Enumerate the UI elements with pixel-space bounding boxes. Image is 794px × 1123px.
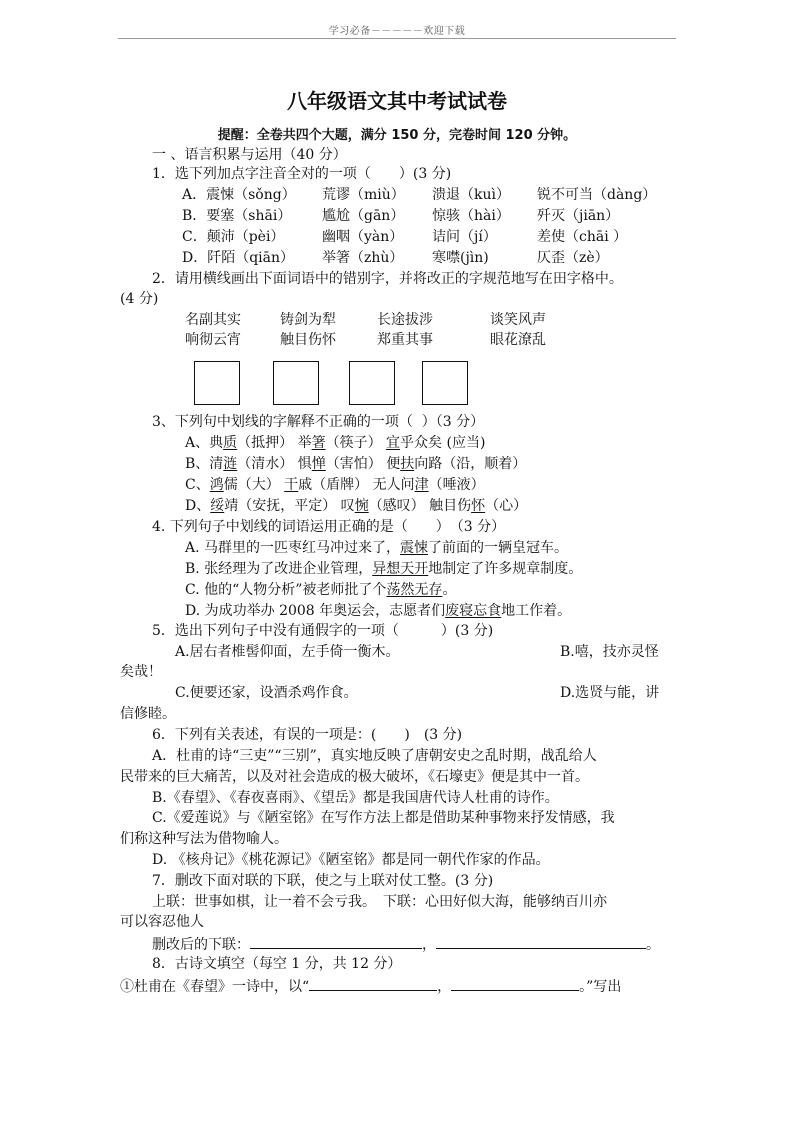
q5-option-b: B.嘻，技亦灵怪 [560,644,659,660]
answer-grid-box-3[interactable] [349,361,395,405]
q7-couplet-cont: 可以容忍他人 [120,914,204,930]
q3-stem: 3、下列句中划线的字解释不正确的一项（ ）（3 分） [152,414,485,430]
q6-option-d: D. 《核舟记》《桃花源记》《陋室铭》都是同一朝代作家的作品。 [152,852,550,868]
answer-grid-box-4[interactable] [422,361,468,405]
page-header: 学习必备－－－－－欢迎下载 [328,26,466,37]
q7-stem: 7．删改下面对联的下联，使之与上联对仗工整。(3 分) [152,873,494,889]
q3-option-d: D、绥靖（安抚，平定） 叹惋（感叹） 触目伤怀（心） [185,498,528,514]
q6-option-a: A．杜甫的诗“三吏”“三别”，真实地反映了唐朝安史之乱时期，战乱给人 [152,748,597,764]
header-rule [118,38,676,39]
q1-stem: 1．选下列加点字注音全对的一项（ ）(3 分) [152,166,452,182]
q4-option-b: B. 张经理为了改进企业管理，异想天开地制定了许多规章制度。 [185,561,583,577]
exam-title: 八年级语文其中考试试卷 [287,89,507,113]
q7-couplet: 上联：世事如棋，让一着不会亏我。 下联：心田好似大海，能够纳百川亦 [152,894,607,910]
q6-option-c-cont: 们称这种写法为借物喻人。 [120,831,288,847]
q4-option-d: D. 为成功举办 2008 年奥运会，志愿者们废寝忘食地工作着。 [185,603,572,619]
q7-answer-line: 删改后的下联： ， 。 [152,934,660,954]
q2-points: (4 分) [120,291,159,307]
answer-grid-box-2[interactable] [273,361,319,405]
q2-stem: 2．请用横线画出下面词语中的错别字，并将改正的字规范地写在田字格中。 [152,271,623,287]
q2-words-row1: 名副其实 铸剑为犁 长途拔涉 谈笑风声 [185,312,546,328]
q4-option-c: C. 他的“人物分析”被老师批了个荡然无存。 [185,582,457,598]
q1-option-c: C．颠沛（pèi） 幽咽（yàn） 诘问（jí） 差使（chāi ） [182,229,628,245]
q5-option-d-cont: 信修睦。 [120,706,176,722]
q8-blank-1[interactable] [309,976,437,991]
q1-option-a: A．震悚（sǒng） 荒谬（miù） 溃退（kuì） 锐不可当（dàng） [182,187,657,203]
q1-option-b: B．要塞（shāi） 尴尬（gān） 惊骇（hài） 歼灭（jiān） [182,208,620,224]
q3-option-a: A、典质（抵押） 举箸（筷子） 宜乎众矣 (应当) [185,435,486,451]
q1-option-d: D．阡陌（qiān） 举箸（zhù） 寒噤(jìn) 仄歪（zè） [182,250,609,266]
q4-option-a: A. 马群里的一匹枣红马冲过来了，震悚了前面的一辆皇冠车。 [185,540,569,556]
q6-option-c: C.《爱莲说》与《陋室铭》在写作方法上都是借助某种事物来抒发情感，我 [152,810,615,826]
section-heading: 一 、语言积累与运用（40 分） [152,147,347,163]
q8-stem: 8．古诗文填空（每空 1 分，共 12 分） [152,956,402,972]
q8-blank-2[interactable] [451,976,579,991]
q5-stem: 5．选出下列句子中没有通假字的一项（ ）(3 分) [152,623,494,639]
q5-option-d: D.选贤与能，讲 [560,685,660,701]
q8-line-1: ①杜甫在《春望》一诗中，以“ ， 。”写出 [120,976,621,996]
q6-option-b: B.《春望》、《春夜喜雨》、《望岳》都是我国唐代诗人杜甫的诗作。 [152,790,559,806]
q5-option-b-cont: 矣哉！ [120,664,162,680]
exam-tip: 提醒：全卷共四个大题，满分 150 分，完卷时间 120 分钟。 [217,128,577,143]
q6-option-a-cont: 民带来的巨大痛苦，以及对社会造成的极大破坏，《石壕吏》便是其中一首。 [120,769,589,785]
q7-answer-blank-2[interactable] [436,934,646,949]
answer-grid-box-1[interactable] [194,361,240,405]
q3-option-c: C、鸿儒（大） 干戚（盾牌） 无人问津（唾液） [185,477,485,493]
q5-option-a: A.居右者椎髻仰面，左手倚一衡木。 [175,644,400,660]
q5-option-c: C.便要还家，设酒杀鸡作食。 [175,685,358,701]
q6-stem: 6．下列有关表述，有误的一项是：( ) (3 分) [152,727,463,743]
q3-option-b: B、清涟（清水） 惧惮（害怕） 便扶向路（沿，顺着） [185,456,527,472]
q2-words-row2: 响彻云宵 触目伤怀 郑重其事 眼花潦乱 [185,332,546,348]
q7-answer-blank-1[interactable] [250,934,422,949]
q4-stem: 4. 下列句子中划线的词语运用正确的是（ ） （3 分） [152,519,506,535]
